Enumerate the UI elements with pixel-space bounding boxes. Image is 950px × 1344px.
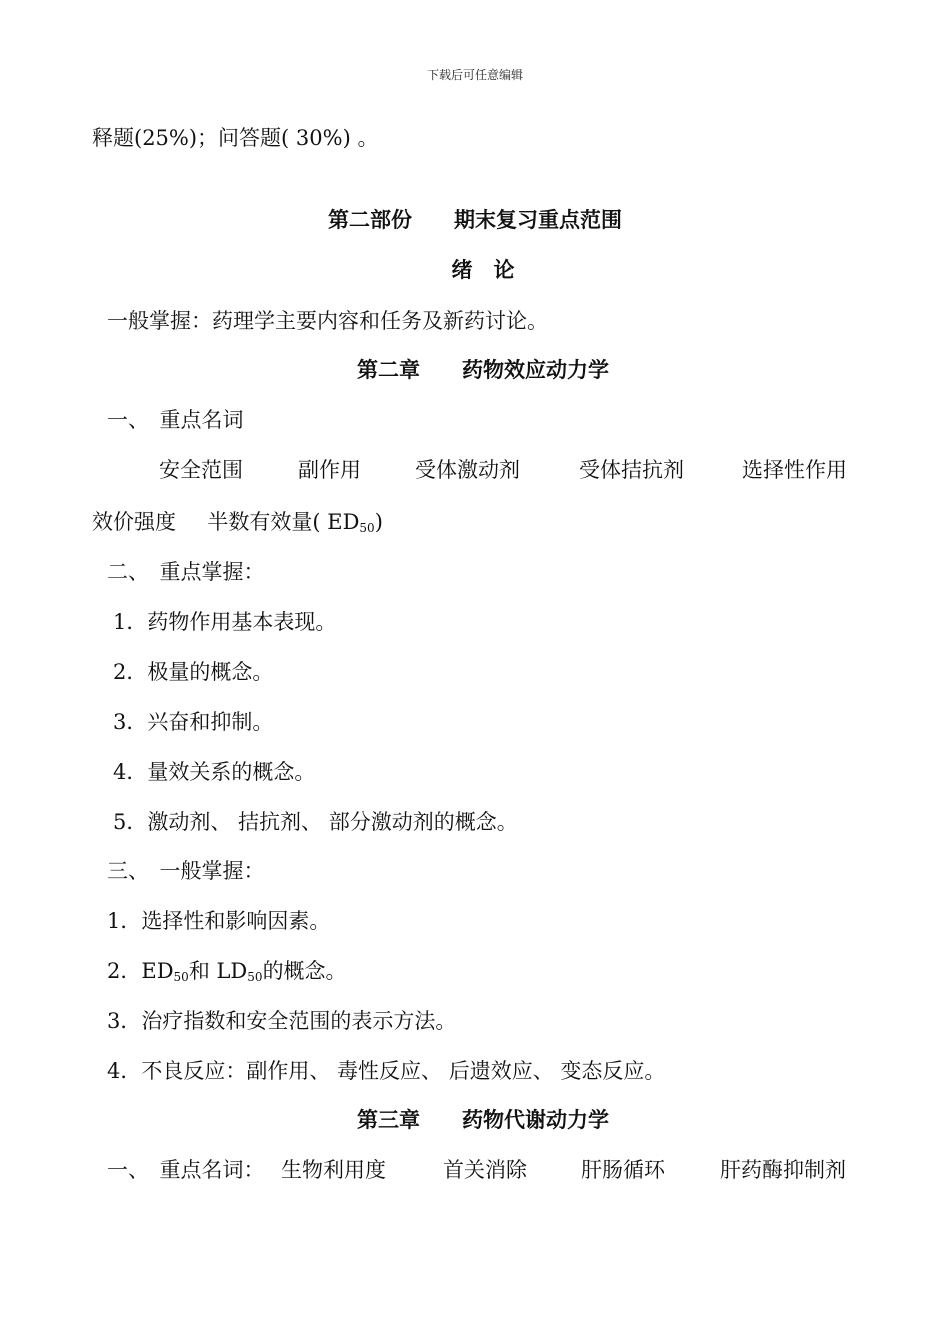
ch2-terms-line2	[92, 508, 383, 542]
intro-general: 一般掌握：药理学主要内容和任务及新药讨论。	[107, 309, 548, 333]
term-close: )	[374, 510, 383, 534]
list-item: 1．选择性和影响因素。	[107, 909, 331, 933]
term: 副作用	[298, 458, 361, 482]
term: 肝肠循环	[581, 1158, 665, 1182]
term: 生物利用度	[281, 1158, 386, 1182]
term: 效价强度	[92, 510, 176, 534]
list-item: 3．治疗指数和安全范围的表示方法。	[107, 1009, 457, 1033]
intro-tail-text: 释题(25%)；问答题( 30%) 。	[92, 126, 379, 150]
term: 半数有效量( ED	[207, 510, 360, 534]
chapter2-title: 第二章 药物效应动力学	[357, 357, 609, 382]
subscript: 50	[247, 970, 263, 984]
term: 肝药酶抑制剂	[720, 1158, 846, 1182]
ch2-s2-heading: 二、 重点掌握：	[107, 560, 265, 584]
item-text: 和 LD	[188, 959, 248, 983]
item-text: 的概念。	[262, 959, 347, 983]
term: 首关消除	[443, 1158, 527, 1182]
list-item	[107, 957, 347, 991]
intro-title: 绪 论	[451, 257, 515, 282]
list-item: 5．激动剂、 拮抗剂、 部分激动剂的概念。	[113, 810, 518, 834]
ch2-s1-heading: 一、 重点名词	[107, 408, 244, 432]
part-title: 第二部份 期末复习重点范围	[328, 207, 622, 232]
chapter3-title: 第三章 药物代谢动力学	[357, 1107, 609, 1132]
subscript: 50	[173, 970, 189, 984]
ch2-s3-heading: 三、 一般掌握：	[107, 859, 265, 883]
term: 受体拮抗剂	[579, 458, 684, 482]
list-item: 2．极量的概念。	[113, 660, 274, 684]
item-text: 2．ED	[107, 959, 174, 983]
page-header: 下载后可任意编辑	[426, 68, 523, 82]
list-item: 4．不良反应：副作用、 毒性反应、 后遗效应、 变态反应。	[107, 1059, 666, 1083]
term: 受体激动剂	[415, 458, 520, 482]
list-item: 4．量效关系的概念。	[113, 760, 316, 784]
list-item: 1．药物作用基本表现。	[113, 610, 337, 634]
term: 选择性作用	[742, 458, 847, 482]
list-item: 3．兴奋和抑制。	[113, 710, 274, 734]
ch3-s1-heading: 一、 重点名词：	[107, 1158, 265, 1182]
term: 安全范围	[159, 458, 243, 482]
subscript: 50	[359, 521, 375, 535]
